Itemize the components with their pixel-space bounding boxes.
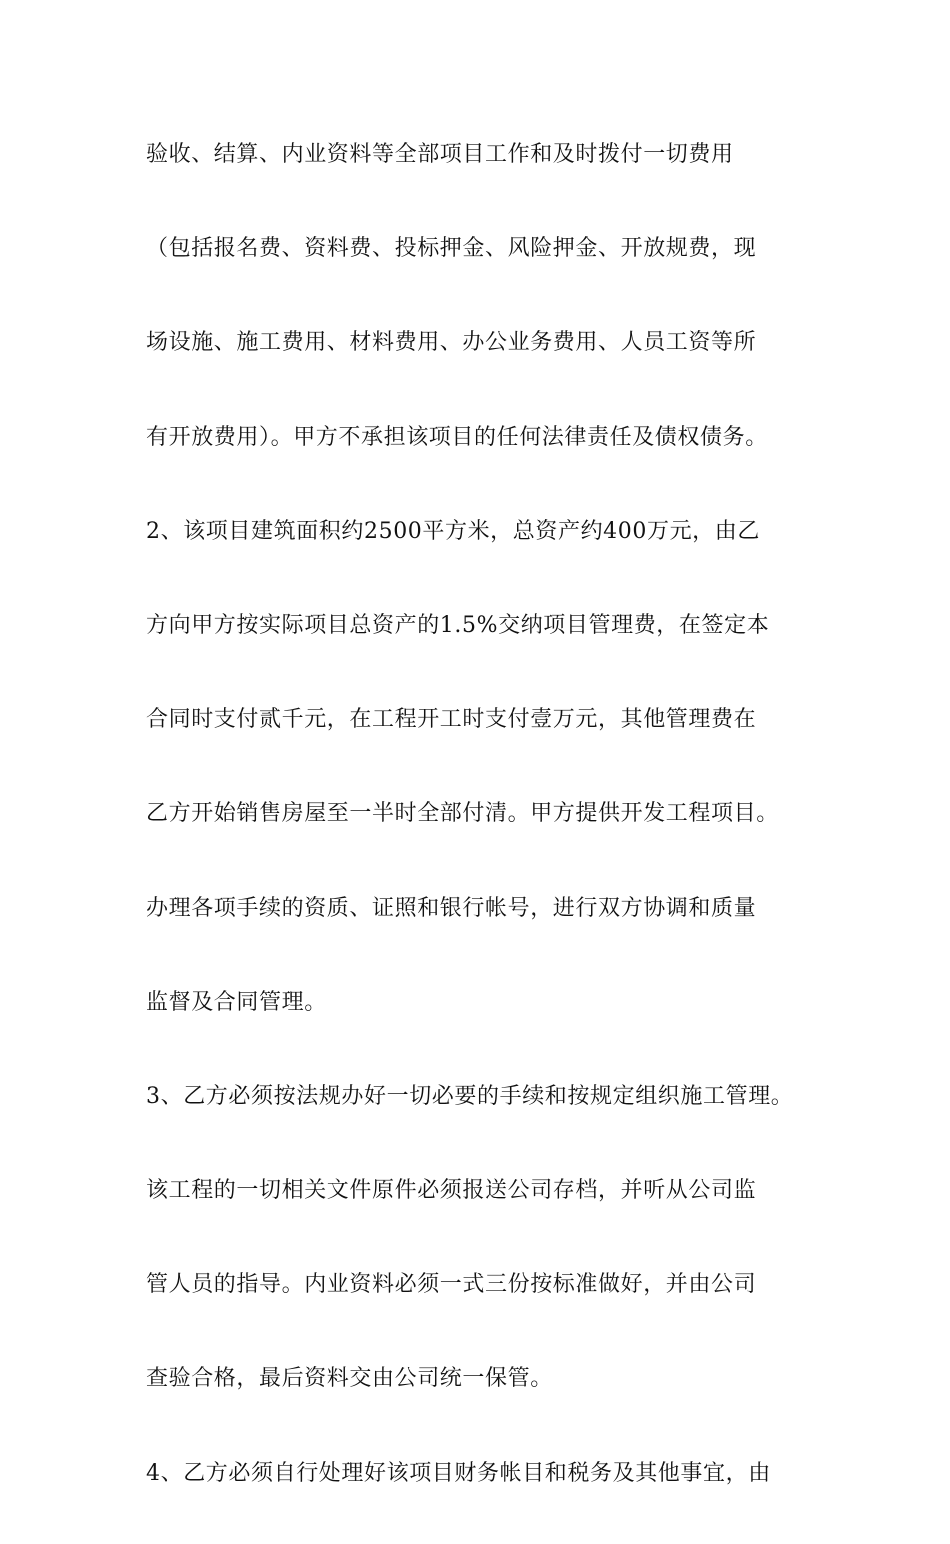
text-line: 该工程的一切相关文件原件必须报送公司存档，并听从公司监	[146, 1178, 757, 1204]
text-line: 查验合格，最后资料交由公司统一保管。	[146, 1366, 553, 1392]
text-line: 乙方开始销售房屋至一半时全部付清。甲方提供开发工程项目。	[146, 801, 779, 827]
text-line: 方向甲方按实际项目总资产的1.5%交纳项目管理费，在签定本	[146, 612, 770, 638]
document-body	[146, 131, 826, 1544]
text-line: 场设施、施工费用、材料费用、办公业务费用、人员工资等所	[146, 330, 757, 356]
text-line: 办理各项手续的资质、证照和银行帐号，进行双方协调和质量	[146, 895, 757, 921]
text-line: 验收、结算、内业资料等全部项目工作和及时拨付一切费用	[146, 142, 734, 167]
clause-3-line: 3、乙方必须按法规办好一切必要的手续和按规定组织施工管理。	[146, 1083, 794, 1109]
text-line: 有开放费用）。甲方不承担该项目的任何法律责任及债权债务。	[146, 424, 768, 450]
clause-2-line: 2、该项目建筑面积约2500平方米，总资产约400万元，由乙	[146, 518, 760, 544]
text-line: （包括报名费、资料费、投标押金、风险押金、开放规费，现	[146, 236, 757, 262]
clause-4-line: 4、乙方必须自行处理好该项目财务帐目和税务及其他事宜，由	[146, 1460, 771, 1486]
text-line: 管人员的指导。内业资料必须一式三份按标准做好，并由公司	[146, 1272, 757, 1298]
text-line: 合同时支付贰千元，在工程开工时支付壹万元，其他管理费在	[146, 707, 757, 733]
text-line: 监督及合同管理。	[146, 989, 327, 1015]
